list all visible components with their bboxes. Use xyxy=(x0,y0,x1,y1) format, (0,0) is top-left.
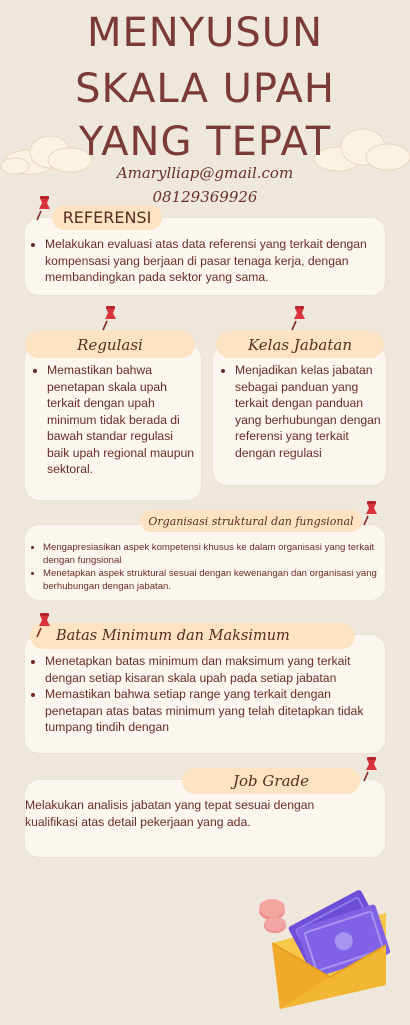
batas-item: • Menetapkan batas minimum dan maksimum yang terkait dengan setiap kisaran skala upah pada setiap jabatan xyxy=(45,653,390,686)
title-line-2: SKALA UPAH xyxy=(75,66,335,112)
job-grade-text: Melakukan analisis jabatan yang tepat sesuai dengan kualifikasi atas detail pekerjaan yang ada. xyxy=(25,798,315,829)
kelas-jabatan-list xyxy=(221,362,385,461)
pushpin-icon xyxy=(35,612,53,638)
referensi-item: • Melakukan evaluasi atas data referensi yang terkait dengan kompensasi yang berjaan di pasar tenaga kerja, dengan membandingkan pada sektor yang sama. xyxy=(45,236,390,286)
pushpin-icon xyxy=(290,305,308,331)
money-envelope-icon xyxy=(250,885,400,1015)
regulasi-label: Regulasi xyxy=(25,331,195,358)
batas-list xyxy=(31,653,390,736)
kelas-jabatan-label: Kelas Jabatan xyxy=(216,331,384,358)
organisasi-list xyxy=(29,541,383,593)
pushpin-icon xyxy=(101,305,119,331)
kelas-jabatan-item: • Menjadikan kelas jabatan sebagai panduan yang terkait dengan panduan yang berhubungan dengan referensi yang terkait dengan regulasi xyxy=(235,362,385,461)
regulasi-list xyxy=(33,362,197,478)
contact-email: Amarylliap@gmail.com xyxy=(116,164,294,182)
title-line-1: MENYUSUN xyxy=(86,10,323,56)
contact-phone: 08129369926 xyxy=(152,188,258,206)
organisasi-item: • Mengapresiasikan aspek kompetensi khusus ke dalam organisasi yang terkait dengan fungsional xyxy=(43,541,383,567)
pushpin-icon xyxy=(35,195,53,221)
organisasi-label: Organisasi struktural dan fungsional xyxy=(140,510,362,532)
pushpin-icon xyxy=(362,500,380,526)
referensi-label: REFERENSI xyxy=(52,205,162,230)
batas-item: • Memastikan bahwa setiap range yang terkait dengan penetapan atas batas minimum yang telah ditetapkan tidak tumpang tindih dengan xyxy=(45,686,390,736)
batas-label: Batas Minimum dan Maksimum xyxy=(30,623,355,649)
regulasi-item: • Memastikan bahwa penetapan skala upah terkait dengan upah minimum tidak berada di bawah standar regulasi baik upah regional maupun sektoral. xyxy=(47,362,197,478)
title-line-3: YANG TEPAT xyxy=(78,119,332,165)
pushpin-icon xyxy=(362,756,380,782)
job-grade-label: Job Grade xyxy=(182,768,360,794)
referensi-list xyxy=(31,236,390,286)
organisasi-item: • Menetapkan aspek struktural sesuai dengan kewenangan dan organisasi yang berhubungan dengan jabatan. xyxy=(43,567,383,593)
